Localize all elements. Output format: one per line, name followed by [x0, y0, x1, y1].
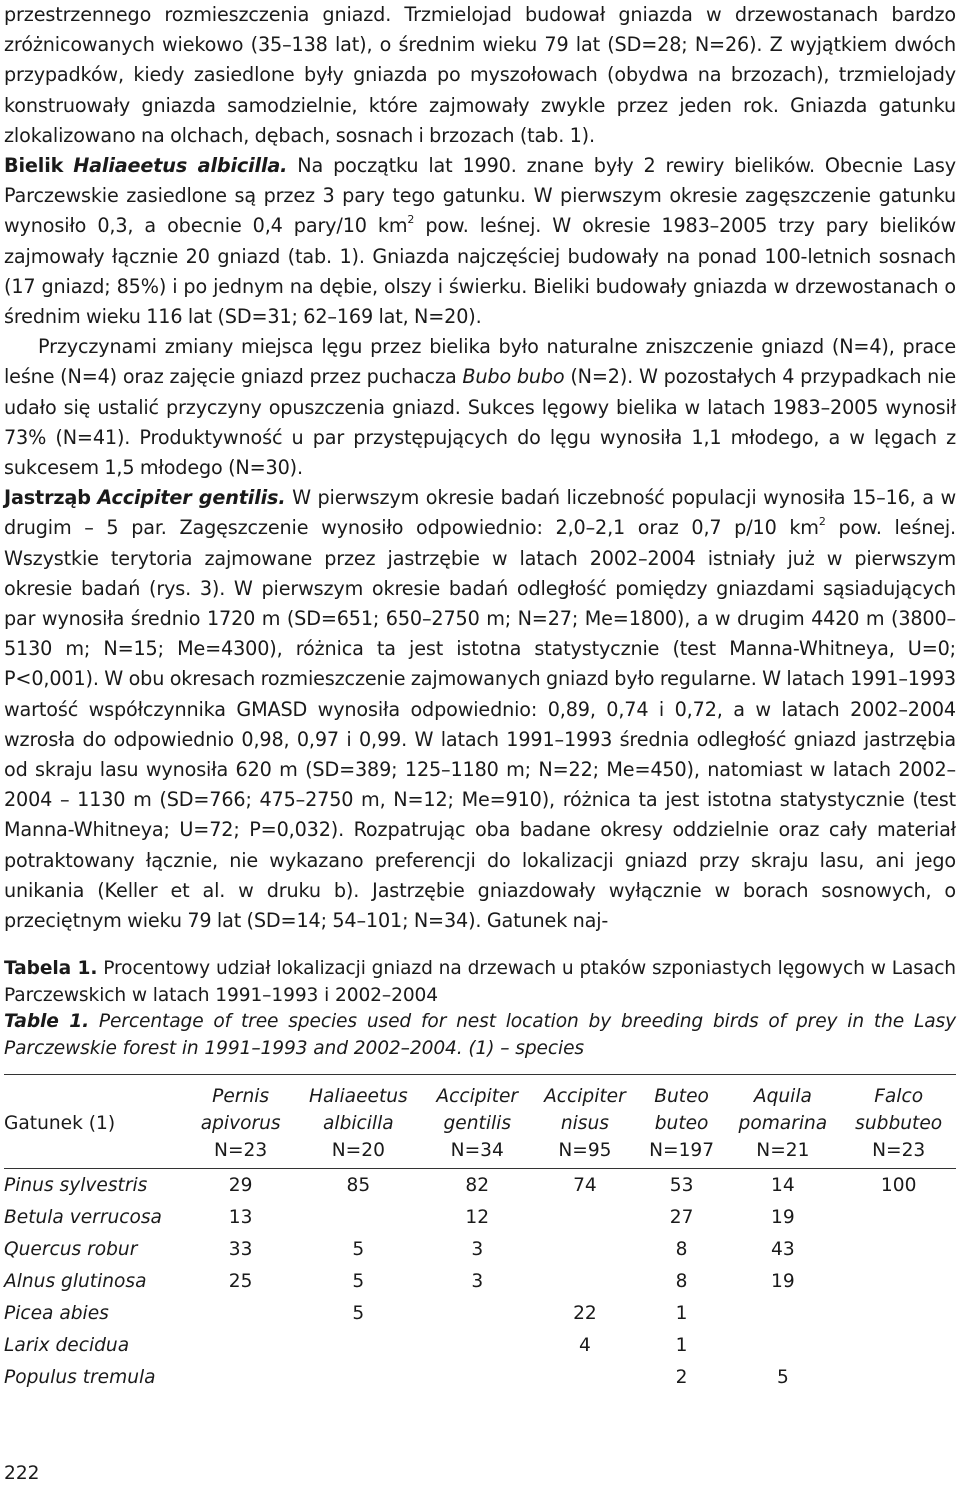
table-cell: 3	[471, 1238, 484, 1260]
table-cell: 43	[771, 1238, 795, 1260]
table-cell: 22	[573, 1302, 597, 1324]
row-species: Pinus sylvestris	[4, 1174, 148, 1196]
table-row	[4, 1265, 956, 1297]
table-row	[4, 1297, 956, 1329]
paragraph-bielik	[4, 151, 956, 332]
table-cell	[724, 1297, 841, 1329]
caption-english	[4, 1009, 956, 1062]
header-col-aquila: Aquila pomarina N=21	[724, 1075, 841, 1169]
table-cell: 5	[352, 1238, 365, 1260]
table-cell: 2	[675, 1366, 688, 1388]
row-species: Betula verrucosa	[4, 1206, 162, 1228]
przyczyny-text-2: (N=2). W pozostałych 4 przypadkach nie udało się ustalić przyczyny opuszczenia gniazd. Sukces lęgowy bielika w latach 1983–2005 wynosił 73% (N=41). Produktywność u par przystępujących do lęgu wynosiła 1,1 młodego, a w lęgach z sukcesem 1,5 młodego (N=30).	[4, 365, 957, 480]
table-row	[4, 1361, 956, 1393]
table-cell	[531, 1361, 639, 1393]
table-cell: 12	[465, 1206, 490, 1228]
table-cell: 5	[776, 1366, 789, 1388]
table-header-row	[4, 1075, 956, 1169]
jastrzab-sup: 2	[818, 515, 826, 529]
table-cell: 19	[771, 1270, 795, 1292]
header-col-haliaeetus: Haliaeetus albicilla N=20	[293, 1075, 423, 1169]
table-cell: 74	[573, 1174, 597, 1196]
table-cell	[188, 1361, 293, 1393]
table-cell	[293, 1361, 423, 1393]
table-cell: 29	[228, 1174, 253, 1196]
table-cell	[841, 1265, 956, 1297]
table-cell: 82	[465, 1174, 490, 1196]
paragraph-jastrzab	[4, 483, 956, 936]
table-cell	[423, 1361, 531, 1393]
table-cell	[423, 1329, 531, 1361]
table-cell: 3	[471, 1270, 484, 1292]
table-cell: 1	[675, 1334, 688, 1356]
data-table	[4, 1074, 956, 1393]
paragraph-trzmielojad: przestrzennego rozmieszczenia gniazd. Trzmielojad budował gniazda w drzewostanach bardzo zróżnicowanych wiekowo (35–138 lat), o średnim wieku 79 lat (SD=28; N=26). Z wyjątkiem dwóch przypadków, kiedy zasiedlone były gniazda po myszołowach (obydwa na brzozach), trzmielojady konstruowały gniazda samodzielnie, które zajmowały zwykle przez jeden rok. Gniazda gatunku zlokalizowano na olchach, dębach, sosnach i brzozach (tab. 1).	[4, 3, 956, 147]
table-cell: 8	[675, 1238, 688, 1260]
page-number: 222	[4, 1463, 40, 1484]
table-cell	[841, 1297, 956, 1329]
row-species: Quercus robur	[4, 1238, 138, 1260]
row-species: Picea abies	[4, 1302, 109, 1324]
caption-pl-label: Tabela 1.	[4, 958, 98, 980]
table-cell: 5	[352, 1270, 365, 1292]
table-cell: 14	[771, 1174, 795, 1196]
przyczyny-latin: Bubo bubo	[462, 365, 565, 389]
table-caption	[4, 956, 956, 1062]
caption-pl-text: Procentowy udział lokalizacji gniazd na drzewach u ptaków szponiastych lęgowych w Lasach Parczewskich w latach 1991–1993 i 2002–2004	[4, 958, 956, 1006]
bielik-sup: 2	[407, 213, 415, 227]
table-cell: 100	[880, 1174, 917, 1196]
table-row	[4, 1169, 956, 1202]
bielik-text-1: Na początku lat 1990. znane były 2 rewiry bielików. Obecnie Lasy Parczewskie zasiedlone są przez 3 pary tego gatunku. W pierwszym okresie zagęszczenie gatunku wynosiło 0,3, a obecnie 0,4 pary/10 km	[4, 154, 956, 238]
table-cell	[293, 1329, 423, 1361]
table-row	[4, 1201, 956, 1233]
header-col-pernis: Pernis apivorus N=23	[188, 1075, 293, 1169]
row-species: Alnus glutinosa	[4, 1270, 147, 1292]
table-cell	[423, 1297, 531, 1329]
table-cell: 33	[228, 1238, 253, 1260]
table-cell	[531, 1233, 639, 1265]
jastrzab-label: Jastrząb	[4, 486, 91, 510]
przyczyny-text-1: Przyczynami zmiany miejsca lęgu przez bielika było naturalne zniszczenie gniazd (N=4), prace leśne (N=4) oraz zajęcie gniazd przez puchacza	[4, 335, 956, 389]
caption-polish	[4, 956, 956, 1009]
table-cell	[724, 1329, 841, 1361]
jastrzab-text-1: W pierwszym okresie badań liczebność populacji wynosiła 15–16, a w drugim – 5 par. Zagęszczenie wynosiło odpowiednio: 2,0–2,1 oraz 0,7 p/10 km	[4, 486, 956, 540]
body-text	[4, 0, 956, 936]
table-cell: 8	[675, 1270, 688, 1292]
jastrzab-latin: Accipiter gentilis.	[97, 486, 286, 510]
table-cell	[841, 1201, 956, 1233]
table-cell	[841, 1233, 956, 1265]
table-cell	[531, 1265, 639, 1297]
jastrzab-text-2: pow. leśnej. Wszystkie terytoria zajmowane przez jastrzębie w latach 2002–2004 istniały już w pierwszym okresie badań (rys. 3). W pierwszym okresie badań odległość pomiędzy gniazdami sąsiadujących par wynosiła średnio 1720 m (SD=651; 650–2750 m; N=27; Me=1800), a w drugim 4420 m (3800–5130 m; N=15; Me=4300), różnica ta jest istotna statystycznie (test Manna-Whitneya, U=0; P<0,001). W obu okresach rozmieszczenie zajmowanych gniazd było regularne. W latach 1991–1993 wartość współczynnika GMASD wynosiła odpowiednio: 0,89, 0,74 i 0,72, a w latach 2002–2004 wzrosła do odpowiednio 0,98, 0,97 i 0,99. W latach 1991–1993 średnia odległość gniazd jastrzębia od skraju lasu wynosiła 620 m (SD=389; 125–1180 m; N=22; Me=450), natomiast w latach 2002–2004 – 1130 m (SD=766; 475–2750 m, N=12; Me=910), różnica ta jest istotna statystycznie (test Manna-Whitneya; U=72; P=0,032). Rozpatrując oba badane okresy oddzielnie oraz cały materiał potraktowany łącznie, nie wykazano preferencji do lokalizacji gniazd przy skraju lasu, ani jego unikania (Keller et al. w druku b). Jastrzębie gniazdowały wyłącznie w borach sosnowych, o przeciętnym wieku 79 lat (SD=14; 54–101; N=34). Gatunek naj-	[4, 516, 956, 933]
header-col-accipiter-gentilis: Accipiter gentilis N=34	[423, 1075, 531, 1169]
header-col-falco: Falco subbuteo N=23	[841, 1075, 956, 1169]
table-row	[4, 1233, 956, 1265]
page	[4, 0, 956, 1393]
table-cell	[188, 1297, 293, 1329]
caption-en-label: Table 1.	[4, 1011, 90, 1033]
table-cell	[531, 1201, 639, 1233]
table-cell: 19	[771, 1206, 795, 1228]
row-species: Larix decidua	[4, 1334, 130, 1356]
table-cell	[841, 1329, 956, 1361]
table-row	[4, 1329, 956, 1361]
table-cell: 25	[228, 1270, 253, 1292]
table-cell: 53	[669, 1174, 694, 1196]
table-cell: 13	[228, 1206, 253, 1228]
header-col-accipiter-nisus: Accipiter nisus N=95	[531, 1075, 639, 1169]
bielik-label: Bielik	[4, 154, 64, 178]
header-col-buteo: Buteo buteo N=197	[639, 1075, 725, 1169]
table-cell: 85	[346, 1174, 371, 1196]
table-cell	[841, 1361, 956, 1393]
table-cell	[188, 1329, 293, 1361]
row-species: Populus tremula	[4, 1366, 156, 1388]
table-cell: 27	[669, 1206, 694, 1228]
table-cell: 4	[579, 1334, 591, 1356]
bielik-text-2: pow. leśnej. W okresie 1983–2005 trzy pary bielików zajmowały łącznie 20 gniazd (tab. 1). Gniazda najczęściej budowały na ponad 100-letnich sosnach (17 gniazd; 85%) i po jednym na dębie, olszy i świerku. Bieliki budowały gniazda w drzewostanach o średnim wieku 116 lat (SD=31; 62–169 lat, N=20).	[4, 214, 956, 329]
caption-en-text: Percentage of tree species used for nest location by breeding birds of prey in the Lasy Parczewskie forest in 1991–1993 and 2002–2004. (1) – species	[4, 1011, 956, 1059]
table-cell: 5	[352, 1302, 365, 1324]
table-cell	[293, 1201, 423, 1233]
header-gatunek: Gatunek (1)	[4, 1075, 188, 1169]
paragraph-przyczyny	[4, 332, 956, 483]
table-cell: 1	[675, 1302, 688, 1324]
bielik-latin: Haliaeetus albicilla.	[73, 154, 288, 178]
